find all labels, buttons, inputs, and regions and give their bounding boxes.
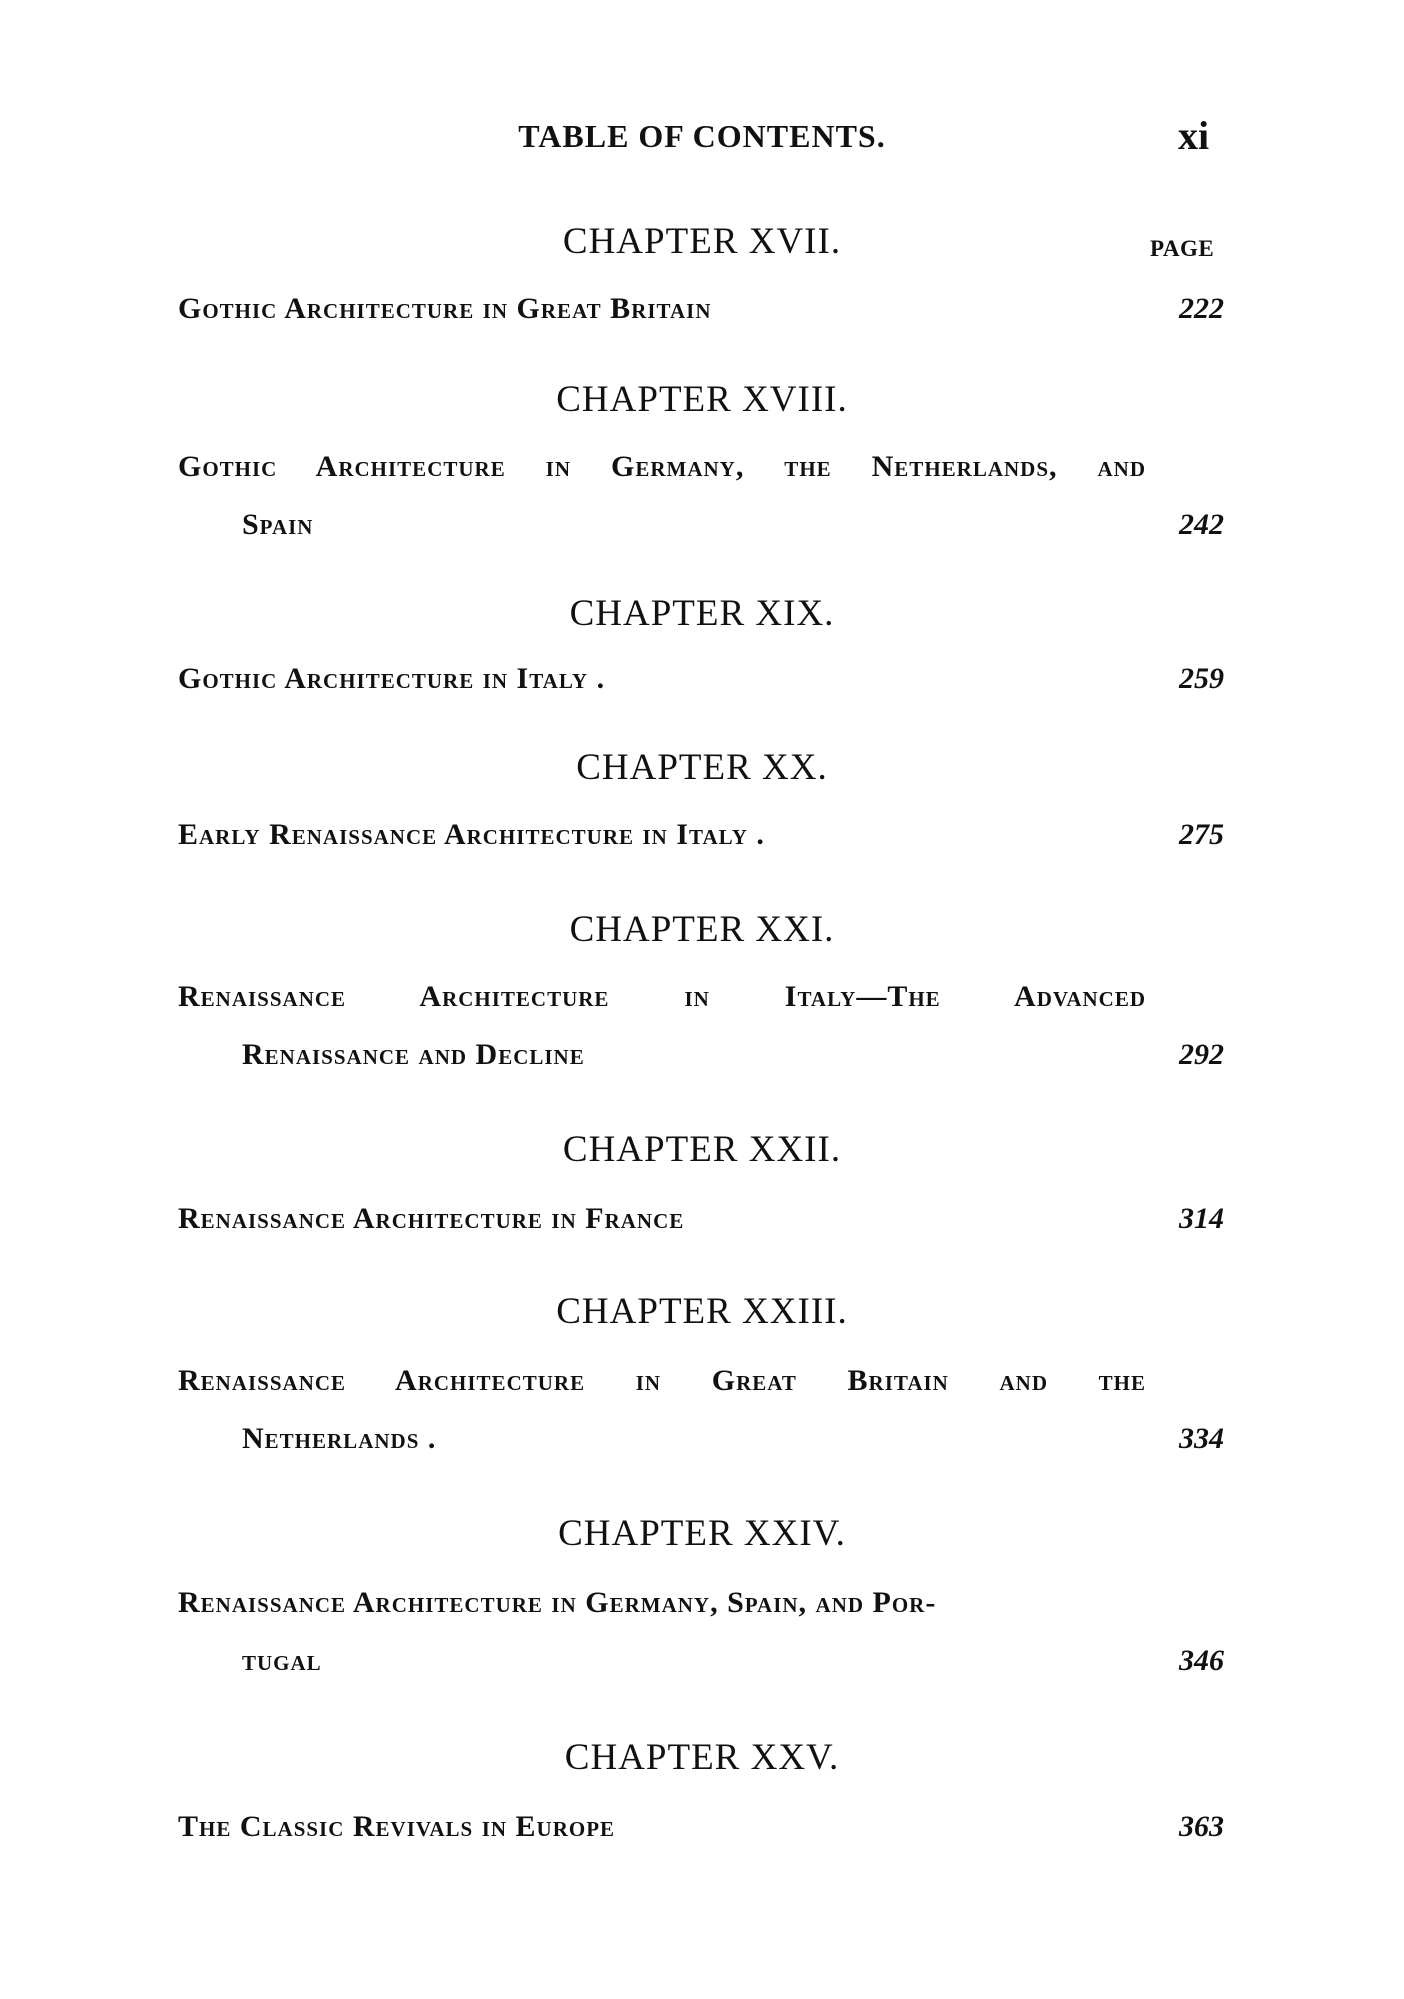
chapter-title-continuation: Netherlands . bbox=[242, 1422, 437, 1455]
chapter-heading: CHAPTER XXV. bbox=[564, 1737, 840, 1778]
chapter-heading: CHAPTER XXII. bbox=[562, 1129, 842, 1170]
chapter-heading: CHAPTER XXIV. bbox=[558, 1513, 846, 1554]
chapter-title: Early Renaissance Architecture in Italy . bbox=[178, 818, 765, 851]
chapter-heading: CHAPTER XX. bbox=[576, 747, 828, 788]
page-column-label: PAGE bbox=[1150, 236, 1215, 261]
chapter-title-continuation: tugal bbox=[242, 1644, 322, 1677]
chapter-title: Renaissance Architecture in Great Britain and the bbox=[178, 1364, 1146, 1397]
chapter-heading: CHAPTER XXI. bbox=[569, 909, 835, 950]
page-folio: xi bbox=[1178, 113, 1210, 158]
chapter-title: Gothic Architecture in Germany, the Netherlands, and bbox=[178, 450, 1146, 483]
chapter-title: Renaissance Architecture in Italy—The Advanced bbox=[178, 980, 1146, 1013]
page-number: 334 bbox=[1179, 1422, 1224, 1455]
chapter-title-continuation: Renaissance and Decline bbox=[242, 1038, 585, 1071]
page-number: 314 bbox=[1179, 1202, 1224, 1235]
page-number: 346 bbox=[1179, 1644, 1224, 1677]
chapter-title: Gothic Architecture in Italy . bbox=[178, 662, 606, 695]
chapter-title: Renaissance Architecture in Germany, Spain, and Por- bbox=[178, 1586, 937, 1619]
chapter-heading: CHAPTER XXIII. bbox=[556, 1291, 848, 1332]
chapter-heading: CHAPTER XVIII. bbox=[556, 379, 848, 420]
page-number: 363 bbox=[1179, 1810, 1224, 1843]
chapter-title-continuation: Spain bbox=[242, 508, 314, 541]
chapter-title: Gothic Architecture in Great Britain bbox=[178, 292, 712, 325]
running-title: TABLE OF CONTENTS. bbox=[518, 118, 886, 154]
page-number: 242 bbox=[1179, 508, 1224, 541]
chapter-heading: CHAPTER XIX. bbox=[569, 593, 835, 634]
chapter-heading: CHAPTER XVII. bbox=[562, 221, 842, 262]
page-number: 222 bbox=[1179, 292, 1224, 325]
chapter-title: Renaissance Architecture in France bbox=[178, 1202, 685, 1235]
page-number: 292 bbox=[1179, 1038, 1224, 1071]
page-number: 275 bbox=[1179, 818, 1224, 851]
page-number: 259 bbox=[1179, 662, 1224, 695]
chapter-title: The Classic Revivals in Europe bbox=[178, 1810, 616, 1843]
